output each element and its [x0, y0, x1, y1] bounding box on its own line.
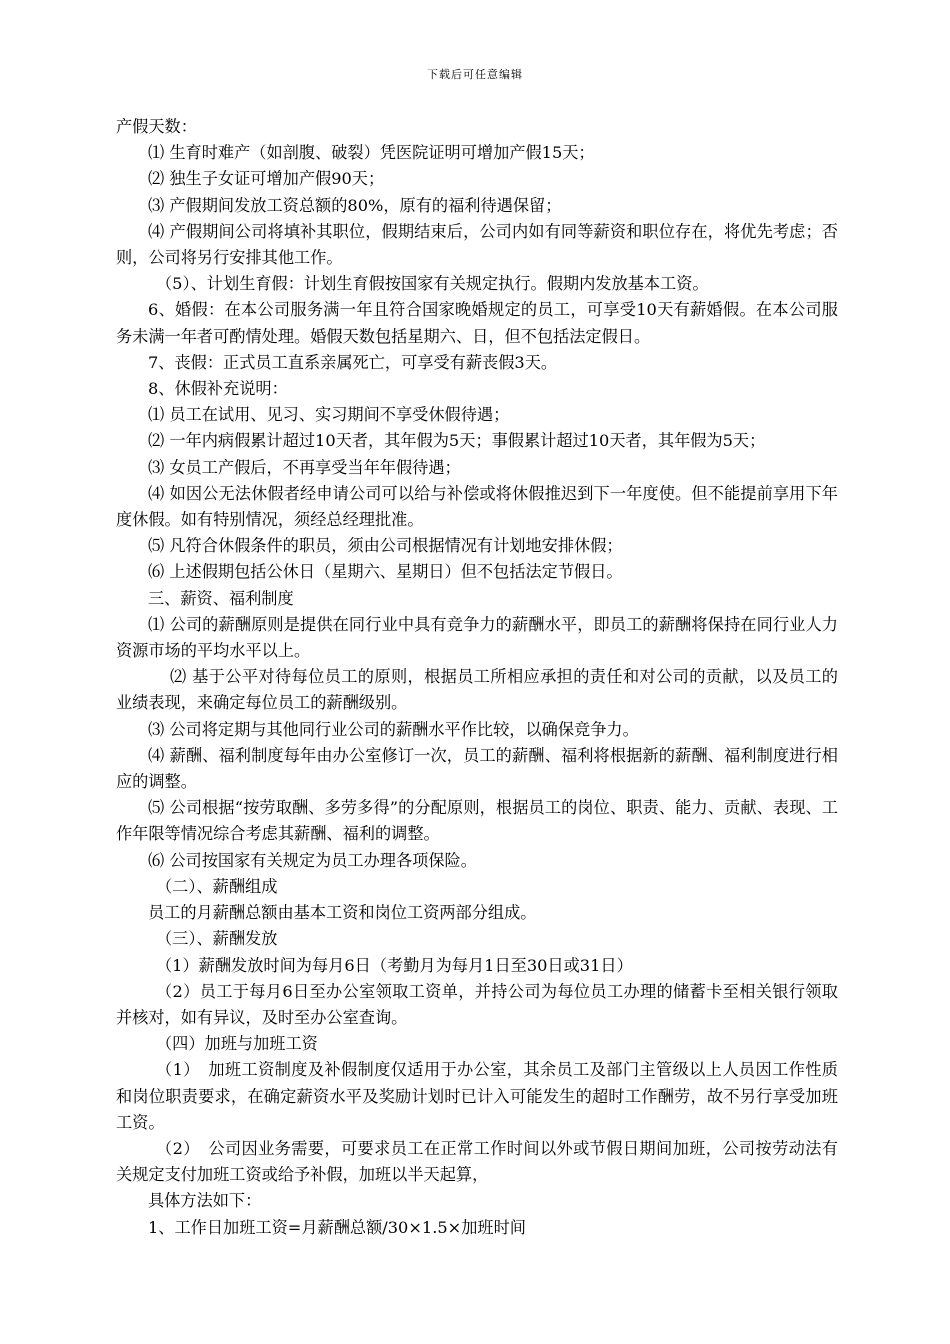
paragraph: 三、薪资、福利制度 [148, 588, 294, 608]
paragraph: 员工的月薪酬总额由基本工资和岗位工资两部分组成。 [148, 903, 537, 923]
paragraph: 1、工作日加班工资=月薪酬总额/30×1.5×加班时间 [148, 1217, 526, 1237]
paragraph: ⑹ 公司按国家有关规定为员工办理各项保险。 [148, 850, 477, 870]
paragraph: （三）、薪酬发放 [156, 929, 278, 949]
paragraph: ⑷ 薪酬、福利制度每年由办公室修订一次，员工的薪酬、福利将根据新的薪酬、福利制度进行相应的调整。 [116, 745, 838, 792]
paragraph: （5）、计划生育假：计划生育假按国家有关规定执行。假期内发放基本工资。 [156, 274, 709, 294]
paragraph: （1） 加班工资制度及补假制度仅适用于办公室，其余员工及部门主管级以上人员因工作性质和岗位职责要求，在确定薪资水平及奖励计划时已计入可能发生的超时工作酬劳，故不另行享受加班工资。 [116, 1060, 838, 1132]
paragraph: ⑶ 产假期间发放工资总额的80%，原有的福利待遇保留； [148, 195, 562, 215]
page-header: 下载后可任意编辑 [427, 68, 523, 81]
paragraph: ⑵ 独生子女证可增加产假90天； [148, 169, 385, 189]
paragraph: ⑸ 凡符合休假条件的职员，须由公司根据情况有计划地安排休假； [148, 536, 623, 556]
paragraph: 8、休假补充说明： [148, 379, 288, 399]
paragraph: ⑶ 女员工产假后，不再享受当年年假待遇； [148, 457, 461, 477]
paragraph: ⑴ 生育时难产（如剖腹、破裂）凭医院证明可增加产假15天； [148, 143, 595, 163]
paragraph: ⑶ 公司将定期与其他同行业公司的薪酬水平作比较，以确保竞争力。 [148, 719, 639, 739]
paragraph: （2） 公司因业务需要，可要求员工在正常工作时间以外或节假日期间加班，公司按劳动法有关规定支付加班工资或给予补假，加班以半天起算， [116, 1138, 838, 1185]
paragraph: （四）加班与加班工资 [156, 1034, 318, 1054]
paragraph: ⑵ 一年内病假累计超过10天者，其年假为5天；事假累计超过10天者，其年假为5天； [148, 431, 766, 451]
paragraph: 产假天数： [116, 117, 197, 136]
paragraph: ⑴ 公司的薪酬原则是提供在同行业中具有竞争力的薪酬水平，即员工的薪酬将保持在同行业人力资源市场的平均水平以上。 [116, 614, 838, 661]
paragraph: （1）薪酬发放时间为每月6日（考勤月为每月1日至30日或31日） [156, 955, 633, 975]
paragraph: ⑸ 公司根据“按劳取酬、多劳多得”的分配原则，根据员工的岗位、职责、能力、贡献、表现、工作年限等情况综合考虑其薪酬、福利的调整。 [116, 798, 838, 844]
paragraph: ⑹ 上述假期包括公休日（星期六、星期日）但不包括法定节假日。 [148, 562, 623, 582]
document-body [116, 114, 838, 1241]
paragraph: 6、婚假：在本公司服务满一年且符合国家晚婚规定的员工，可享受10天有薪婚假。在本公司服务未满一年者可酌情处理。婚假天数包括星期六、日，但不包括法定假日。 [116, 300, 838, 346]
paragraph: （2）员工于每月6日至办公室领取工资单，并持公司为每位员工办理的储蓄卡至相关银行领取并核对，如有异议，及时至办公室查询。 [116, 981, 838, 1027]
paragraph: ⑷ 产假期间公司将填补其职位，假期结束后，公司内如有同等薪资和职位存在，将优先考虑；否则，公司将另行安排其他工作。 [116, 221, 838, 268]
paragraph: 具体方法如下： [148, 1191, 262, 1211]
paragraph: ⑷ 如因公无法休假者经申请公司可以给与补偿或将休假推迟到下一年度使。但不能提前享用下年度休假。如有特别情况，须经总经理批准。 [116, 483, 838, 530]
paragraph: ⑵ 基于公平对待每位员工的原则，根据员工所相应承担的责任和对公司的贡献，以及员工的业绩表现，来确定每位员工的薪酬级别。 [116, 667, 838, 713]
paragraph: ⑴ 员工在试用、见习、实习期间不享受休假待遇； [148, 405, 510, 425]
paragraph: （二）、薪酬组成 [156, 876, 278, 896]
paragraph: 7、丧假：正式员工直系亲属死亡，可享受有薪丧假3天。 [148, 352, 558, 372]
